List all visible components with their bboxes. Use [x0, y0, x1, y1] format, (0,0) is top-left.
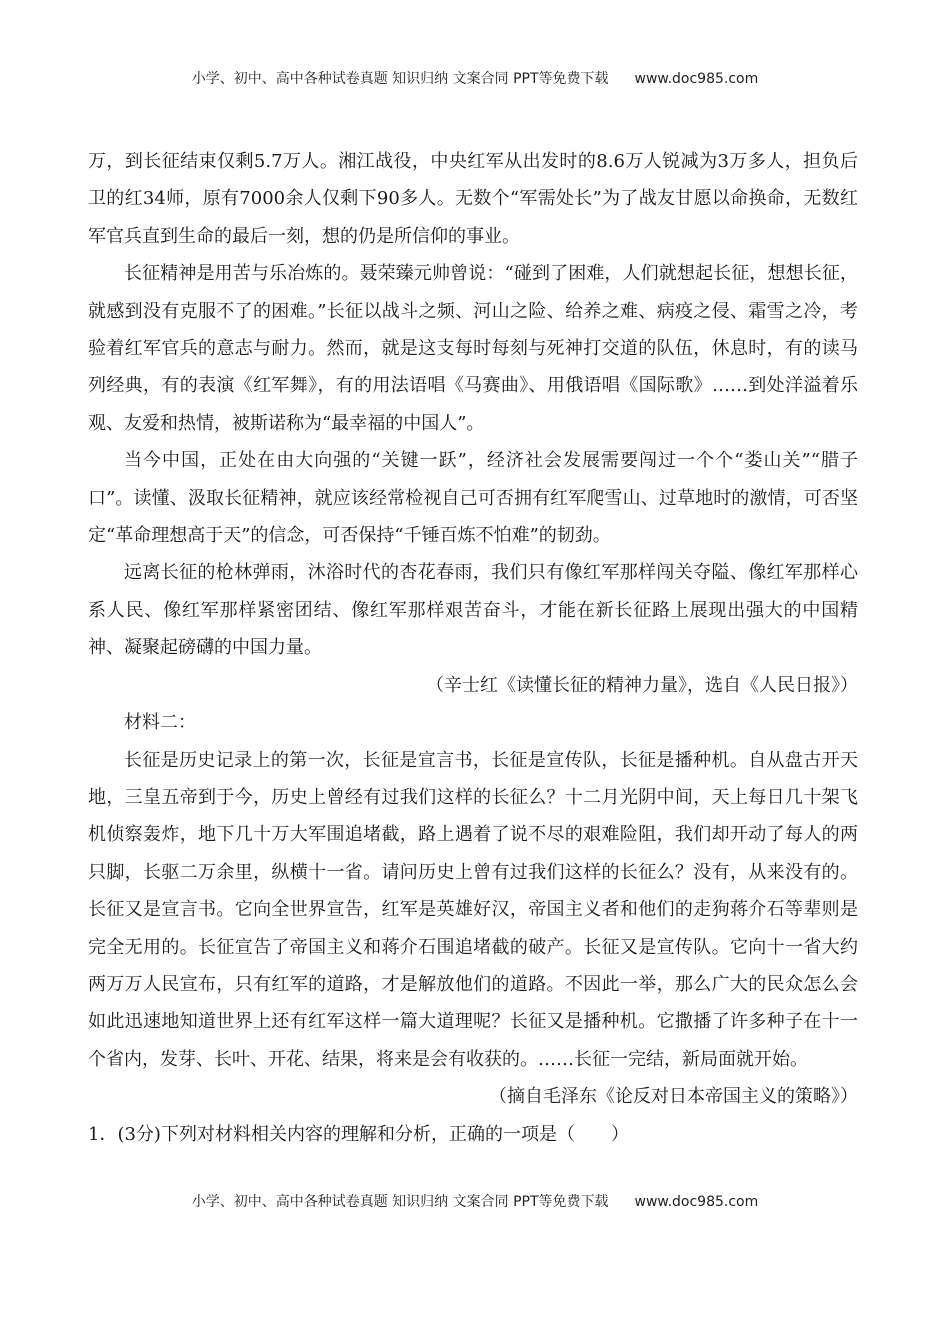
header-text: 小学、初中、高中各种试卷真题 知识归纳 文案合同 PPT等免费下载: [191, 71, 609, 87]
page-header: [0, 68, 950, 88]
source-citation-2: （摘自毛泽东《论反对日本帝国主义的策略》）: [489, 1086, 858, 1108]
question-1: 1．(3分)下列对材料相关内容的理解和分析，正确的一项是（ ）: [88, 1123, 629, 1145]
page-footer: [0, 1191, 950, 1211]
material-2-text: 长征是历史记录上的第一次，长征是宣言书，长征是宣传队，长征是播种机。自从盘古开天地，三皇五帝到于今，历史上曾经有过我们这样的长征么？十二月光阴中间，天上每日几十架飞机侦察轰炸，地下几十万大军围追堵截，路上遇着了说不尽的艰难险阻，我们却开动了每人的两只脚，长驱二万余里，纵横十一省。请问历史上曾有过我们这样的长征么？没有，从来没有的。长征又是宣言书。它向全世界宣告，红军是英雄好汉，帝国主义者和他们的走狗蒋介石等辈则是完全无用的。长征宣告了帝国主义和蒋介石围追堵截的破产。长征又是宣传队。它向十一省大约两万万人民宣布，只有红军的道路，才是解放他们的道路。不因此一举，那么广大的民众怎么会如此迅速地知道世界上还有红军这样一篇大道理呢？长征又是播种机。它撒播了许多种子在十一个省内，发芽、长叶、开花、结果，将来是会有收获的。……长征一完结，新局面就开始。: [88, 749, 858, 1070]
material-2-label: 材料二：: [124, 712, 196, 734]
paragraph-3: 当今中国，正处在由大向强的“关键一跃”，经济社会发展需要闯过一个个“娄山关”“腊子口”。读懂、汲取长征精神，就应该经常检视自己可否拥有红军爬雪山、过草地时的激情，可否坚定“革命理想高于天”的信念，可否保持“千锤百炼不怕难”的韧劲。: [88, 450, 858, 547]
paragraph-4: 远离长征的枪林弹雨，沐浴时代的杏花春雨，我们只有像红军那样闯关夺隘、像红军那样心系人民、像红军那样紧密团结、像红军那样艰苦奋斗，才能在新长征路上展现出强大的中国精神、凝聚起磅礴的中国力量。: [88, 562, 858, 659]
footer-url[interactable]: www.doc985.com: [634, 1194, 759, 1210]
paragraph-2: 长征精神是用苦与乐冶炼的。聂荣臻元帅曾说：“碰到了困难，人们就想起长征，想想长征，就感到没有克服不了的困难。”长征以战斗之频、河山之险、给养之难、病疫之侵、霜雪之冷，考验着红军官兵的意志与耐力。然而，就是这支每时每刻与死神打交道的队伍，休息时，有的读马列经典，有的表演《红军舞》，有的用法语唱《马赛曲》、用俄语唱《国际歌》……到处洋溢着乐观、友爱和热情，被斯诺称为“最幸福的中国人”。: [88, 263, 858, 434]
header-url[interactable]: www.doc985.com: [634, 71, 759, 87]
source-citation-1: （辛士红《读懂长征的精神力量》，选自《人民日报》）: [426, 674, 858, 696]
footer-text: 小学、初中、高中各种试卷真题 知识归纳 文案合同 PPT等免费下载: [191, 1194, 609, 1210]
document-body: [88, 143, 858, 1153]
paragraph-1: 万，到长征结束仅剩5.7万人。湘江战役，中央红军从出发时的8.6万人锐减为3万多人，担负后卫的红34师，原有7000余人仅剩下90多人。无数个“军需处长”为了战友甘愿以命换命，无数红军官兵直到生命的最后一刻，想的仍是所信仰的事业。: [88, 151, 858, 247]
